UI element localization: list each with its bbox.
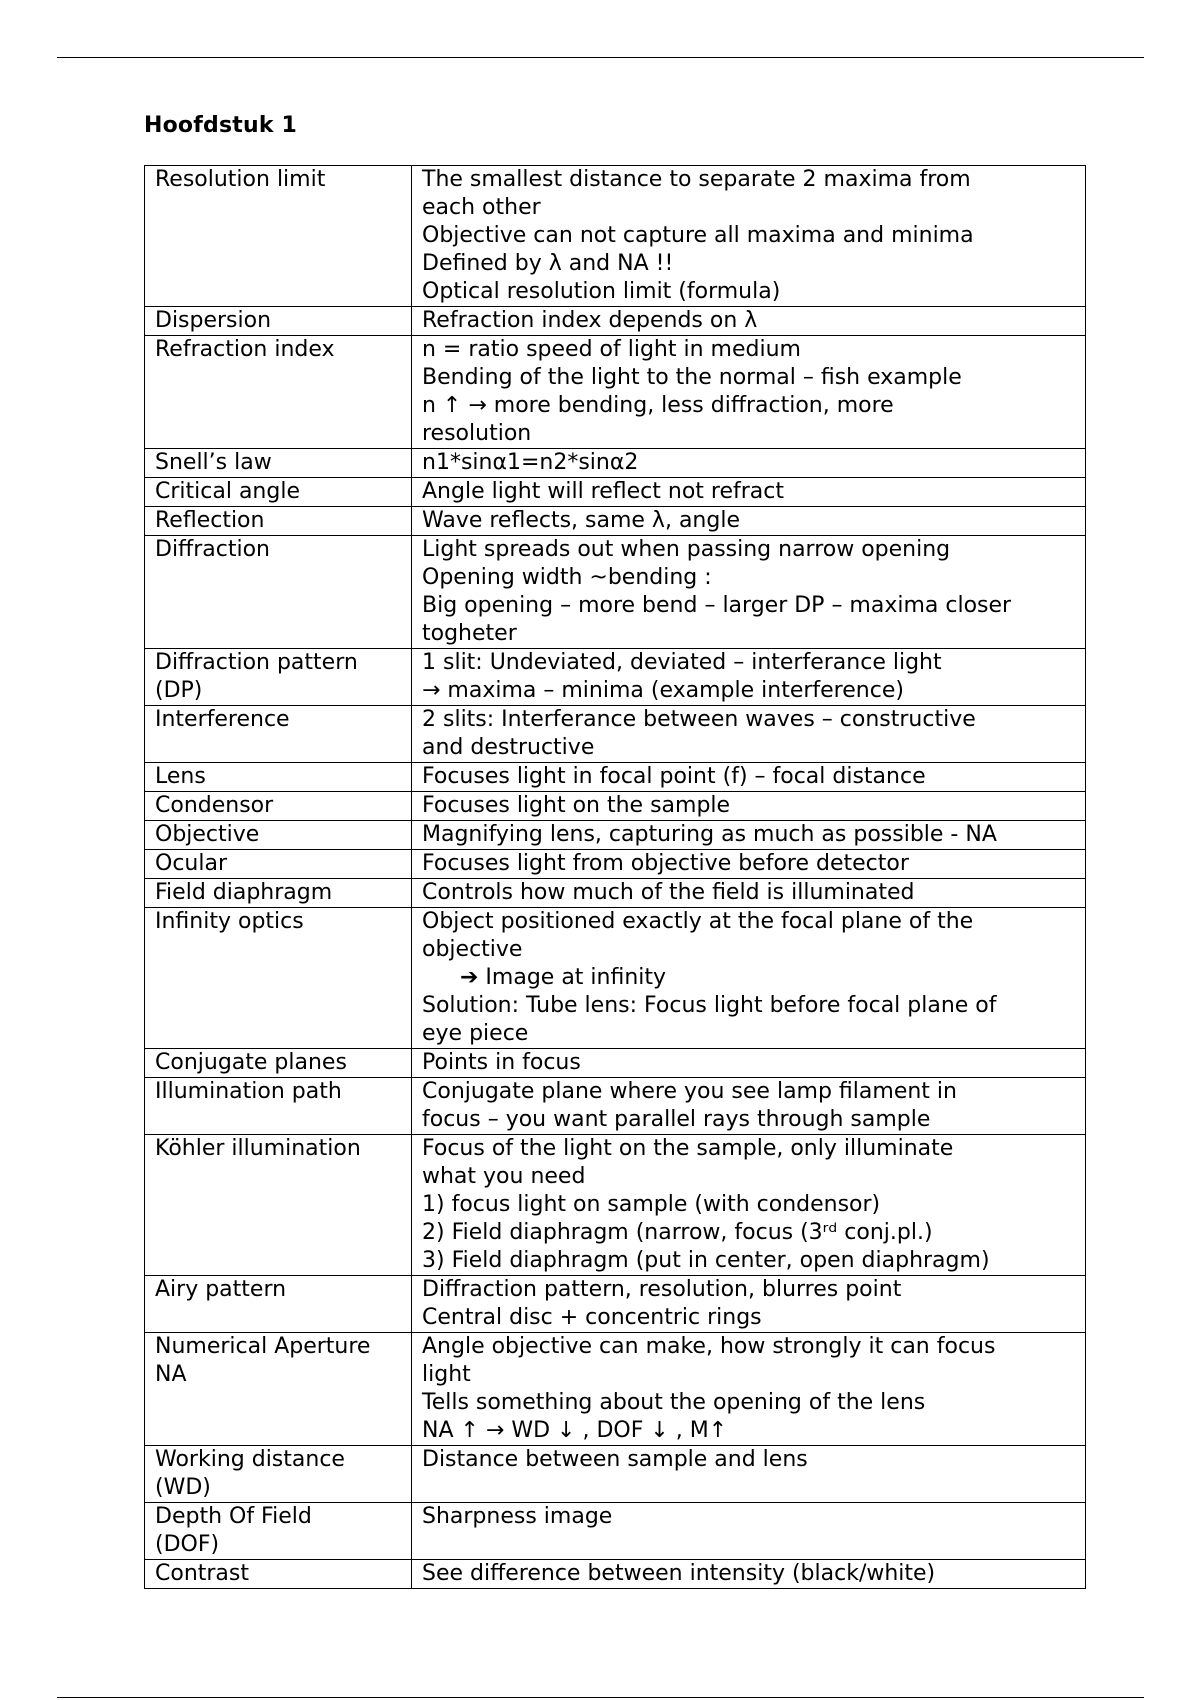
definition-text: Object positioned exactly at the focal plane of the [422, 909, 974, 934]
definition-text: 2 slits: Interferance between waves – constructive [422, 707, 976, 732]
term-cell [145, 307, 412, 336]
definition-cell [412, 792, 1086, 821]
term-text: Field diaphragm [155, 880, 333, 905]
table-row [145, 307, 1086, 336]
definition-text: The smallest distance to separate 2 maxima from [422, 167, 971, 192]
definition-text: Opening width ~bending : [422, 565, 712, 590]
term-cell [145, 1135, 412, 1276]
definition-text: what you need [422, 1164, 586, 1189]
table-row [145, 166, 1086, 307]
definition-cell [412, 649, 1086, 706]
definition-text: Optical resolution limit (formula) [422, 279, 781, 304]
glossary-table [144, 165, 1086, 1589]
term-text: Condensor [155, 793, 274, 818]
table-row [145, 706, 1086, 763]
definition-text: Magnifying lens, capturing as much as possible - NA [422, 822, 997, 847]
definition-cell [412, 1503, 1086, 1560]
definition-text: n ↑ → more bending, less diffraction, more [422, 393, 894, 418]
definition-text: focus – you want parallel rays through sample [422, 1107, 931, 1132]
definition-text: Focuses light from objective before detector [422, 851, 909, 876]
definition-text: → maxima – minima (example interference) [422, 678, 904, 703]
definition-text: eye piece [422, 1021, 529, 1046]
table-row [145, 763, 1086, 792]
definition-text: Controls how much of the field is illuminated [422, 880, 915, 905]
term-cell [145, 879, 412, 908]
term-cell [145, 850, 412, 879]
table-row [145, 821, 1086, 850]
definition-text: 1 slit: Undeviated, deviated – interferance light [422, 650, 942, 675]
definition-text: Light spreads out when passing narrow opening [422, 537, 951, 562]
term-cell [145, 1503, 412, 1560]
term-text: Snell’s law [155, 450, 272, 475]
table-row [145, 449, 1086, 478]
definition-cell [412, 1560, 1086, 1589]
term-text: (DP) [155, 678, 203, 703]
definition-text: Points in focus [422, 1050, 581, 1075]
term-text: Infinity optics [155, 909, 304, 934]
term-text: Objective [155, 822, 260, 847]
definition-text: n1*sinα1=n2*sinα2 [422, 450, 639, 475]
definition-text: Conjugate plane where you see lamp filament in [422, 1079, 957, 1104]
table-row [145, 649, 1086, 706]
definition-text: NA ↑ → WD ↓ , DOF ↓ , M↑ [422, 1418, 728, 1443]
term-cell [145, 507, 412, 536]
header-rule [57, 57, 1144, 58]
table-row [145, 507, 1086, 536]
term-cell [145, 166, 412, 307]
definition-text: n = ratio speed of light in medium [422, 337, 801, 362]
definition-text: Defined by λ and NA !! [422, 251, 674, 276]
term-text: Critical angle [155, 479, 300, 504]
definition-text: Wave reflects, same λ, angle [422, 508, 740, 533]
table-row [145, 1078, 1086, 1135]
definition-text: See difference between intensity (black/white) [422, 1561, 936, 1586]
table-row [145, 336, 1086, 449]
term-text: Refraction index [155, 337, 335, 362]
definition-text: Refraction index depends on λ [422, 308, 758, 333]
term-text: Airy pattern [155, 1277, 287, 1302]
definition-cell [412, 507, 1086, 536]
term-cell [145, 649, 412, 706]
term-cell [145, 1049, 412, 1078]
term-text: Numerical Aperture [155, 1334, 371, 1359]
term-text: Interference [155, 707, 290, 732]
definition-cell [412, 763, 1086, 792]
term-cell [145, 706, 412, 763]
footer-rule [57, 1697, 1144, 1698]
definition-text: Diffraction pattern, resolution, blurres point [422, 1277, 902, 1302]
definition-text: resolution [422, 421, 532, 446]
definition-cell [412, 307, 1086, 336]
term-text: (DOF) [155, 1532, 220, 1557]
term-text: Diffraction [155, 537, 270, 562]
definition-cell [412, 1049, 1086, 1078]
definition-text: Focus of the light on the sample, only illuminate [422, 1136, 954, 1161]
term-text: Illumination path [155, 1079, 342, 1104]
definition-cell [412, 1446, 1086, 1503]
definition-text: objective [422, 937, 523, 962]
term-text: Resolution limit [155, 167, 326, 192]
definition-cell [412, 166, 1086, 307]
term-text: NA [155, 1362, 187, 1387]
term-cell [145, 1333, 412, 1446]
definition-text: 2) Field diaphragm (narrow, focus (3ʳᵈ conj.pl.) [422, 1220, 933, 1245]
table-row [145, 1503, 1086, 1560]
term-cell [145, 478, 412, 507]
term-text: Reflection [155, 508, 265, 533]
definition-text: light [422, 1362, 471, 1387]
term-text: Lens [155, 764, 206, 789]
definition-text: ➔ Image at infinity [460, 965, 667, 990]
definition-cell [412, 706, 1086, 763]
page-title: Hoofdstuk 1 [144, 113, 298, 138]
definition-cell [412, 879, 1086, 908]
term-text: Köhler illumination [155, 1136, 361, 1161]
table-row [145, 1135, 1086, 1276]
definition-text: Tells something about the opening of the lens [422, 1390, 926, 1415]
definition-text: Big opening – more bend – larger DP – maxima closer [422, 593, 1012, 618]
term-cell [145, 1560, 412, 1589]
definition-text: Objective can not capture all maxima and minima [422, 223, 974, 248]
table-row [145, 850, 1086, 879]
definition-text: togheter [422, 621, 517, 646]
term-text: Working distance [155, 1447, 345, 1472]
definition-cell [412, 336, 1086, 449]
table-row [145, 536, 1086, 649]
definition-cell [412, 449, 1086, 478]
term-text: Contrast [155, 1561, 250, 1586]
definition-text: Angle objective can make, how strongly it can focus [422, 1334, 996, 1359]
table-row [145, 792, 1086, 821]
term-cell [145, 821, 412, 850]
definition-cell [412, 478, 1086, 507]
definition-text: 1) focus light on sample (with condensor) [422, 1192, 881, 1217]
term-cell [145, 1446, 412, 1503]
definition-cell [412, 1333, 1086, 1446]
term-cell [145, 1078, 412, 1135]
table-row [145, 1276, 1086, 1333]
term-text: Depth Of Field [155, 1504, 312, 1529]
term-cell [145, 763, 412, 792]
definition-text: 3) Field diaphragm (put in center, open diaphragm) [422, 1248, 990, 1273]
definition-text: each other [422, 195, 541, 220]
table-row [145, 879, 1086, 908]
term-text: Ocular [155, 851, 227, 876]
term-cell [145, 449, 412, 478]
definition-text: Distance between sample and lens [422, 1447, 808, 1472]
term-text: Dispersion [155, 308, 272, 333]
definition-text: Focuses light in focal point (f) – focal distance [422, 764, 926, 789]
definition-text: Solution: Tube lens: Focus light before focal plane of [422, 993, 997, 1018]
table-row [145, 908, 1086, 1049]
term-text: (WD) [155, 1475, 211, 1500]
term-cell [145, 336, 412, 449]
table-row [145, 1446, 1086, 1503]
term-text: Conjugate planes [155, 1050, 347, 1075]
term-cell [145, 536, 412, 649]
definition-cell [412, 1276, 1086, 1333]
definition-text: Central disc + concentric rings [422, 1305, 762, 1330]
table-row [145, 1560, 1086, 1589]
term-cell [145, 1276, 412, 1333]
term-cell [145, 908, 412, 1049]
definition-text: and destructive [422, 735, 595, 760]
term-cell [145, 792, 412, 821]
definition-text: Focuses light on the sample [422, 793, 731, 818]
definition-cell [412, 1078, 1086, 1135]
table-row [145, 478, 1086, 507]
glossary-body [145, 166, 1086, 1589]
definition-cell [412, 821, 1086, 850]
definition-text: Bending of the light to the normal – fish example [422, 365, 962, 390]
definition-text: Sharpness image [422, 1504, 613, 1529]
definition-cell [412, 908, 1086, 1049]
definition-cell [412, 850, 1086, 879]
definition-cell [412, 1135, 1086, 1276]
term-text: Diffraction pattern [155, 650, 358, 675]
definition-text: Angle light will reflect not refract [422, 479, 784, 504]
table-row [145, 1333, 1086, 1446]
table-row [145, 1049, 1086, 1078]
definition-cell [412, 536, 1086, 649]
